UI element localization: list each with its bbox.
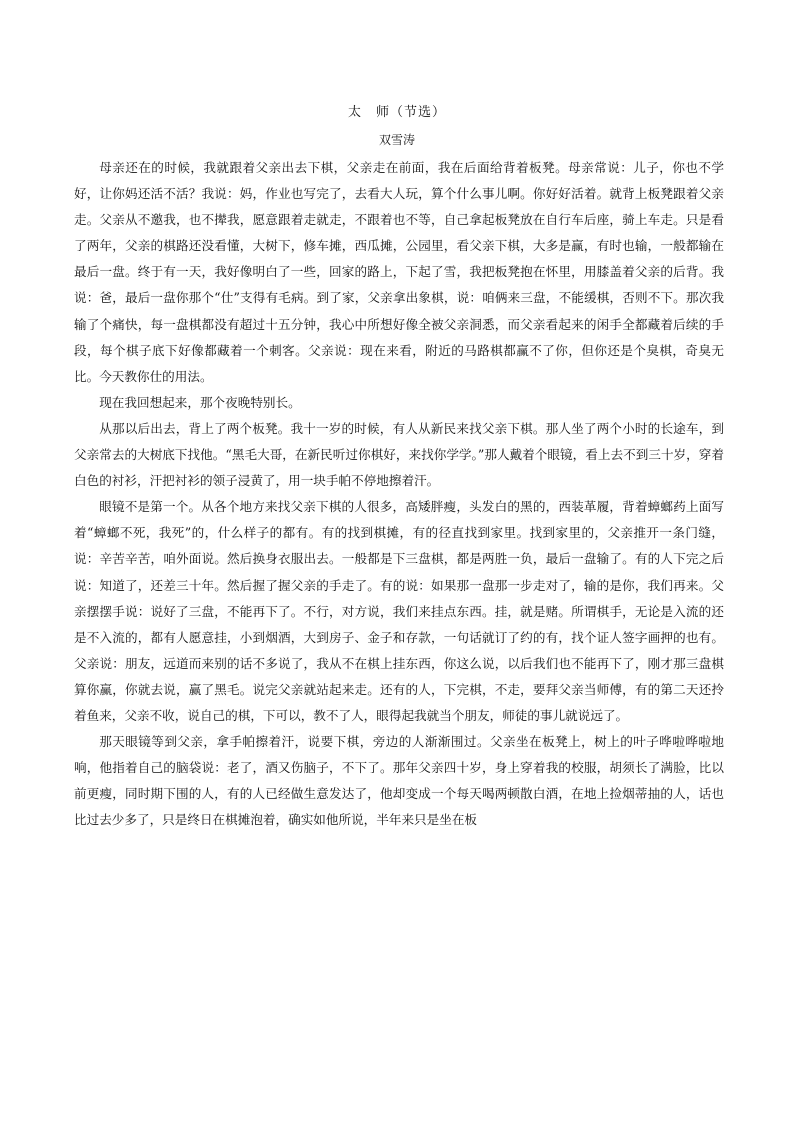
document-body (74, 155, 724, 833)
document-author: 双雪涛 (378, 133, 415, 147)
paragraph: 母亲还在的时候，我就跟着父亲出去下棋，父亲走在前面，我在后面给背着板凳。母亲常说：儿子，你也不学好，让你妈还活不活？我说：妈，作业也写完了，去看大人玩，算个什么事儿啊。你好好活着。就背上板凳跟着父亲走。父亲从不邀我，也不撵我，愿意跟着走就走，不跟着也不等，自己拿起板凳放在自行车后座，骑上车走。只是看了两年，父亲的棋路还没看懂，大树下，修车摊，西瓜摊，公园里，看父亲下棋，大多是赢，有时也输，一般都输在最后一盘。终于有一天，我好像明白了一些，回家的路上，下起了雪，我把板凳抱在怀里，用膝盖着父亲的后背。我说：爸，最后一盘你那个“仕”支得有毛病。到了家，父亲拿出象棋，说：咱俩来三盘，不能缓棋，否则不下。那次我输了个痛快，每一盘棋都没有超过十五分钟，我心中所想好像全被父亲洞悉，而父亲看起来的闲手全都藏着后续的手段，每个棋子底下好像都藏着一个刺客。父亲说：现在来看，附近的马路棋都赢不了你，但你还是个臭棋，奇臭无比。今天教你仕的用法。 (74, 160, 724, 384)
paragraph: 现在我回想起来，那个夜晚特别长。 (99, 394, 301, 410)
paragraph: 眼镜不是第一个。从各个地方来找父亲下棋的人很多，高矮胖瘦，头发白的黑的，西装革履，背着蟑螂药上面写着“蟑螂不死，我死”的，什么样子的都有。有的找到棋摊，有的径直找到家里。找到家里的，父亲推开一条门缝，说：辛苦辛苦，咱外面说。然后换身衣服出去。一般都是下三盘棋，都是两胜一负，最后一盘输了。有的人下完之后说：知道了，还差三十年。然后握了握父亲的手走了。有的说：如果那一盘那一步走对了，输的是你，我们再来。父亲摆摆手说：说好了三盘，不能再下了。不行，对方说，我们来挂点东西。挂，就是赌。所谓棋手，无论是入流的还是不入流的，都有人愿意挂，小到烟酒，大到房子、金子和存款，一句话就订了约的有，找个证人签字画押的也有。父亲说：朋友，远道而来别的话不多说了，我从不在棋上挂东西，你这么说，以后我们也不能再下了，刚才那三盘棋算你赢，你就去说，赢了黑毛。说完父亲就站起来走。还有的人，下完棋，不走，要拜父亲当师傅，有的第二天还拎着鱼来，父亲不收，说自己的棋，下可以，教不了人，眼得起我就当个朋友，师徒的事儿就说远了。 (74, 499, 724, 723)
paragraph: 那天眼镜等到父亲，拿手帕擦着汗，说要下棋，旁边的人渐渐围过。父亲坐在板凳上，树上的叶子哗啦哗啦地响，他指着自己的脑袋说：老了，酒又伤脑子，不下了。那年父亲四十岁，身上穿着我的校服，胡须长了满脸，比以前更瘦，同时期下围的人，有的人已经做生意发达了，他却变成一个每天喝两顿散白酒，在地上捡烟蒂抽的人，话也比过去少多了，只是终日在棋摊泡着，确实如他所说，半年来只是坐在板 (74, 734, 724, 828)
document-title: 太 师（节选） (347, 105, 446, 120)
paragraph: 从那以后出去，背上了两个板凳。我十一岁的时候，有人从新民来找父亲下棋。那人坐了两个小时的长途车，到父亲常去的大树底下找他。“黑毛大哥，在新民听过你棋好，来找你学学。”那人戴着个眼镜，看上去不到三十岁，穿着白色的衬衫，汗把衬衫的领子浸黄了，用一块手帕不停地擦着汗。 (74, 420, 724, 489)
